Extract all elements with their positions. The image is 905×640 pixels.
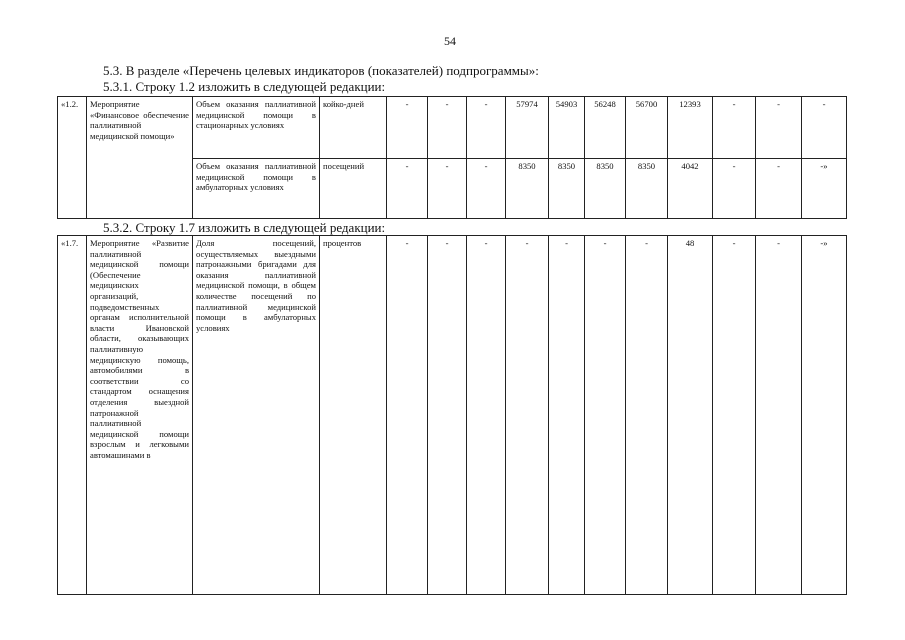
subsection-heading-2: 5.3.2. Строку 1.7 изложить в следующей редакции: [103, 220, 386, 235]
indicator-table-row-1-7 [57, 235, 847, 595]
value-cell: 8350 [585, 159, 626, 219]
value-cell: - [467, 97, 506, 159]
value-cell: - [506, 236, 549, 595]
value-cell: - [713, 236, 756, 595]
value-cell: - [387, 97, 428, 159]
table-row [58, 97, 847, 159]
value-cell: - [428, 236, 467, 595]
value-cell: -» [802, 236, 847, 595]
value-cell: - [467, 236, 506, 595]
value-cell: - [802, 97, 847, 159]
value-cell: - [585, 236, 626, 595]
value-cell: - [467, 159, 506, 219]
value-cell: 12393 [668, 97, 713, 159]
unit-cell: посещений [320, 159, 387, 219]
value-cell: 56700 [626, 97, 668, 159]
indicator-name: Доля посещений, осуществляемых выездными патронажными бригадами для оказания паллиативной медицинской помощи, в общем количестве посещений по паллиативной медицинской помощи в амбулаторных условиях [193, 236, 320, 595]
value-cell: - [713, 159, 756, 219]
value-cell: - [387, 236, 428, 595]
unit-cell: койко-дней [320, 97, 387, 159]
indicator-table-row-1-2 [57, 96, 847, 219]
row-index: «1.7. [58, 236, 87, 595]
value-cell: 8350 [506, 159, 549, 219]
section-heading: 5.3. В разделе «Перечень целевых индикаторов (показателей) подпрограммы»: [103, 63, 539, 78]
value-cell: 8350 [549, 159, 585, 219]
value-cell: - [756, 159, 802, 219]
page-number: 54 [444, 34, 456, 48]
indicator-name: Объем оказания паллиативной медицинской помощи в стационарных условиях [193, 97, 320, 159]
value-cell: 4042 [668, 159, 713, 219]
value-cell: - [756, 236, 802, 595]
value-cell: - [428, 159, 467, 219]
value-cell: - [428, 97, 467, 159]
value-cell: - [387, 159, 428, 219]
subsection-heading-1: 5.3.1. Строку 1.2 изложить в следующей редакции: [103, 79, 386, 94]
value-cell: - [756, 97, 802, 159]
value-cell: -» [802, 159, 847, 219]
row-index: «1.2. [58, 97, 87, 219]
value-cell: 57974 [506, 97, 549, 159]
value-cell: - [713, 97, 756, 159]
unit-cell: процентов [320, 236, 387, 595]
value-cell: 8350 [626, 159, 668, 219]
indicator-name: Объем оказания паллиативной медицинской помощи в амбулаторных условиях [193, 159, 320, 219]
value-cell: 56248 [585, 97, 626, 159]
value-cell: 48 [668, 236, 713, 595]
event-name: Мероприятие «Финансовое обеспечение паллиативной медицинской помощи» [87, 97, 193, 219]
value-cell: 54903 [549, 97, 585, 159]
event-name: Мероприятие «Развитие паллиативной медицинской помощи (Обеспечение медицинских организаций, подведомственных органам исполнительной власти Ивановской области, оказывающих паллиативную медицинскую помощь, автомобилями в соответствии со стандартом оснащения отделения выездной патронажной паллиативной медицинской помощи взрослым и легковыми автомашинами в [87, 236, 193, 595]
value-cell: - [626, 236, 668, 595]
value-cell: - [549, 236, 585, 595]
table-row [58, 236, 847, 595]
